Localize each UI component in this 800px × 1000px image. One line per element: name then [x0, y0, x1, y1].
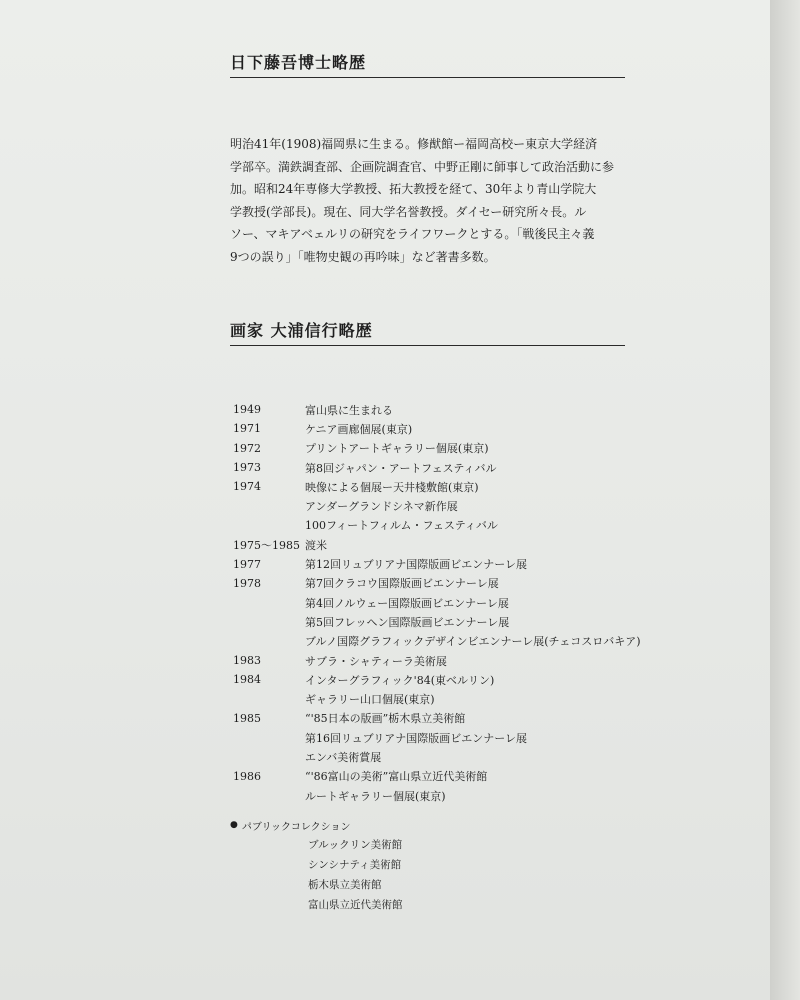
bio-line: 学教授(学部長)。現在、同大学名誉教授。ダイセー研究所々長。ル: [230, 204, 587, 219]
timeline-row: [233, 670, 653, 689]
collection-title: パブリックコレクション: [241, 821, 351, 833]
timeline-row: [233, 747, 653, 766]
timeline-event: 第5回フレッヘン国際版画ビエンナーレ展: [305, 615, 510, 629]
timeline-year: 1972: [233, 441, 261, 455]
timeline-row: [233, 728, 653, 747]
timeline-event: サブラ・シャティーラ美術展: [305, 654, 447, 668]
timeline-event: ルートギャラリー個展(東京): [305, 789, 446, 803]
timeline-year: 1986: [233, 769, 261, 783]
timeline-row: [233, 709, 653, 728]
timeline-event: 100フィートフィルム・フェスティバル: [305, 519, 498, 533]
timeline-row: [233, 689, 653, 708]
timeline-year: 1975〜1985: [233, 538, 300, 552]
timeline-event: ブルノ国際グラフィックデザインビエンナーレ展(チェコスロバキア): [305, 635, 641, 649]
heading-biography-oura: 画家 大浦信行略歴: [230, 318, 625, 346]
bio-line: 学部卒。満鉄調査部、企画院調査官、中野正剛に師事して政治活動に参: [230, 159, 615, 174]
collection-item: ブルックリン美術館: [308, 838, 403, 851]
timeline-row: [233, 786, 653, 805]
timeline-event: 渡米: [305, 538, 327, 552]
timeline-event: エンバ美術賞展: [305, 750, 382, 764]
timeline-event: プリントアートギャラリー個展(東京): [305, 442, 489, 456]
timeline-event: 第7回クラコウ国際版画ビエンナーレ展: [305, 577, 499, 591]
timeline-year: 1983: [233, 654, 261, 667]
timeline-year: 1949: [233, 403, 261, 417]
timeline-row: [233, 651, 653, 670]
collection-item: 富山県立近代美術館: [308, 898, 403, 911]
timeline-event: 映像による個展ー天井棧敷館(東京): [305, 480, 479, 494]
timeline-year: 1977: [233, 557, 261, 571]
timeline-event: “'85日本の版画”栃木県立美術館: [305, 712, 466, 726]
biography-text: [230, 133, 630, 268]
timeline-event: ケニア画廊個展(東京): [305, 422, 413, 436]
timeline-event: 第16回リュブリアナ国際版画ビエンナーレ展: [305, 731, 528, 745]
timeline-row: [233, 439, 653, 458]
timeline-row: [233, 477, 653, 496]
timeline-year: 1985: [233, 711, 261, 725]
public-collection: [230, 816, 630, 914]
bio-line: ソー、マキアベェルリの研究をライフワークとする。「戦後民主々義: [230, 227, 595, 241]
collection-heading: [230, 816, 630, 834]
timeline-row: [233, 612, 653, 631]
timeline-row: [233, 458, 653, 477]
bio-line: 9つの誤り」「唯物史観の再吟味」など著書多数。: [230, 249, 496, 264]
heading-biography-kusaka: 日下藤吾博士略歴: [230, 50, 625, 78]
timeline-year: 1984: [233, 673, 261, 687]
timeline-row: [233, 419, 653, 438]
timeline: [233, 400, 653, 805]
bullet-icon: ●: [230, 820, 238, 830]
timeline-event: 第8回ジャパン・アートフェスティバル: [305, 461, 497, 475]
timeline-year: 1971: [233, 422, 261, 436]
timeline-event: “'86富山の美術”富山県立近代美術館: [305, 770, 488, 784]
timeline-row: [233, 535, 653, 554]
timeline-year: 1978: [233, 576, 261, 590]
collection-item: 栃木県立美術館: [308, 878, 382, 891]
timeline-event: ギャラリー山口個展(東京): [305, 693, 435, 707]
timeline-event: インターグラフィック'84(東ベルリン): [305, 673, 495, 687]
timeline-row: [233, 400, 653, 419]
timeline-year: 1973: [233, 461, 261, 475]
bio-line: 明治41年(1908)福岡県に生まる。修猷館ー福岡高校ー東京大学経済: [230, 137, 598, 151]
timeline-event: アンダーグランドシネマ新作展: [305, 500, 458, 514]
timeline-row: [233, 496, 653, 515]
timeline-row: [233, 767, 653, 786]
timeline-event: 第12回リュブリアナ国際版画ビエンナーレ展: [305, 558, 528, 572]
timeline-row: [233, 554, 653, 573]
timeline-event: 第4回ノルウェー国際版画ビエンナーレ展: [305, 596, 509, 610]
timeline-year: 1974: [233, 480, 261, 494]
page-edge: [770, 0, 800, 1000]
timeline-row: [233, 574, 653, 593]
timeline-row: [233, 632, 653, 651]
timeline-row: [233, 516, 653, 535]
bio-line: 加。昭和24年専修大学教授、拓大教授を経て、30年より青山学院大: [230, 182, 597, 196]
collection-item: シンシナティ美術館: [308, 858, 402, 871]
timeline-event: 富山県に生まれる: [305, 403, 393, 417]
timeline-row: [233, 593, 653, 612]
